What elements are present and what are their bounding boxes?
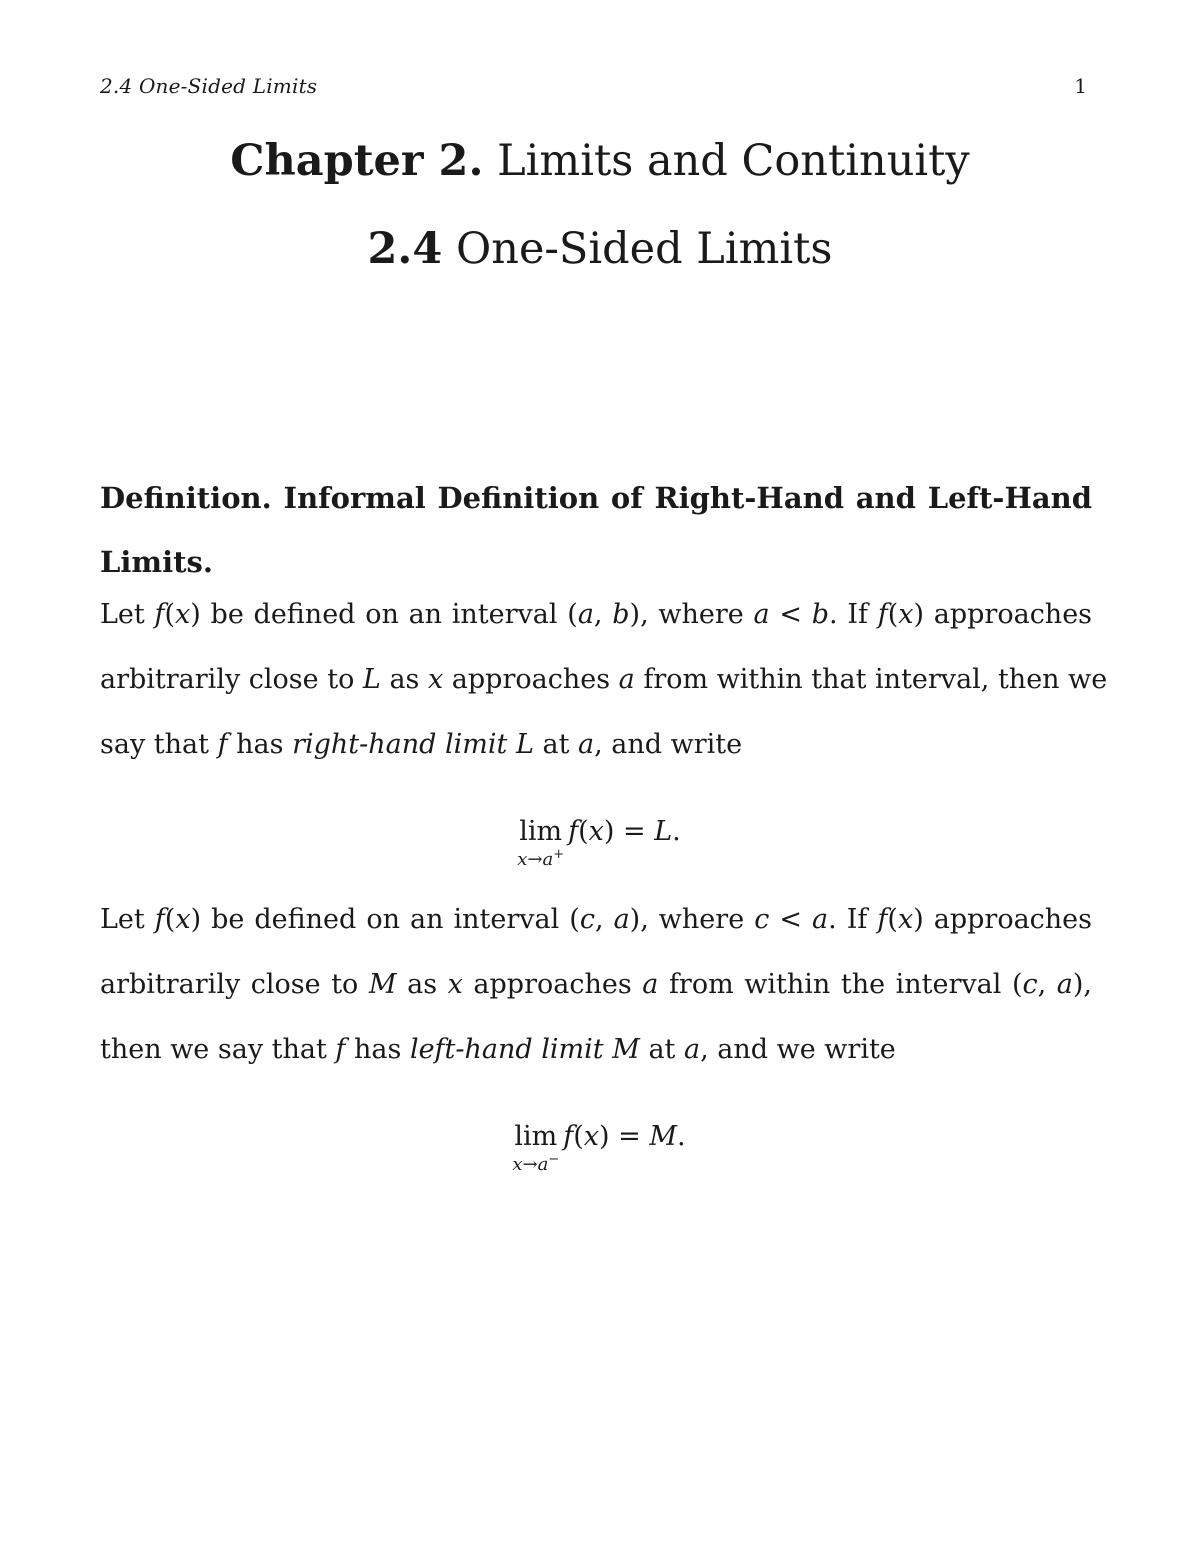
text: say that: [100, 729, 218, 760]
math-var: a: [578, 729, 595, 760]
text: , and we write: [700, 1034, 896, 1065]
equation-right-hand-limit: [0, 816, 1200, 870]
paragraph-line: [100, 712, 1092, 777]
text: then we say that: [100, 1034, 336, 1065]
equation-body: [517, 816, 681, 870]
definition-title-part-2: Limits.: [100, 545, 213, 579]
chapter-label: Chapter 2.: [230, 136, 484, 186]
math-var: a: [577, 599, 594, 630]
math-var: x: [588, 816, 604, 847]
text: ) =: [603, 816, 655, 847]
math-var: c: [579, 904, 595, 935]
math-var: c: [1022, 969, 1038, 1000]
text: ,: [1037, 969, 1057, 1000]
math-var: f: [217, 729, 228, 760]
math-var: a: [684, 1034, 701, 1065]
text: ) be defined on an interval (: [190, 599, 578, 630]
text: , and write: [594, 729, 743, 760]
text: (: [573, 1121, 584, 1152]
paragraph-line: [100, 582, 1092, 647]
math-var: M: [649, 1121, 678, 1152]
emphasis-left-hand-limit: left-hand limit: [409, 1034, 604, 1065]
paragraph-line: [100, 952, 1092, 1017]
paragraph-line: [100, 887, 1092, 952]
text: . If: [829, 599, 878, 630]
running-header-title: 2.4 One-Sided Limits: [100, 74, 318, 98]
definition-label: Definition.: [100, 481, 272, 515]
paragraph-left-hand-limit: [100, 887, 1092, 1082]
math-var: L: [362, 664, 381, 695]
section-number: 2.4: [367, 224, 443, 274]
text: as: [396, 969, 448, 1000]
math-var: f: [154, 904, 165, 935]
definition-heading: [100, 466, 1092, 594]
text: from within the interval (: [658, 969, 1023, 1000]
text: ) be defined on an interval (: [190, 904, 580, 935]
text: ) =: [599, 1121, 650, 1152]
text: arbitrarily close to: [100, 664, 363, 695]
text: arbitrarily close to: [100, 969, 369, 1000]
math-var: f: [335, 1034, 346, 1065]
equation-body: [512, 1121, 686, 1175]
math-var: c: [754, 904, 770, 935]
lim-sub-text: x→a: [512, 1154, 549, 1175]
math-var: f: [877, 599, 888, 630]
lim-sub-sign: −: [548, 1152, 560, 1167]
text: from within that interval, then we: [634, 664, 1108, 695]
section-name: One-Sided Limits: [456, 224, 833, 274]
math-var: x: [427, 664, 444, 695]
text: [604, 1034, 613, 1065]
lim-text: lim: [514, 1121, 558, 1152]
lim-operator: [512, 1121, 560, 1175]
math-var: a: [642, 969, 659, 1000]
lim-subscript: [512, 1153, 559, 1174]
math-var: L: [515, 729, 534, 760]
text: ) approaches: [913, 904, 1093, 935]
emphasis-right-hand-limit: right-hand limit: [292, 729, 508, 760]
text: ,: [593, 599, 613, 630]
lim-text: lim: [519, 816, 563, 847]
text: .: [672, 816, 681, 847]
paragraph-right-hand-limit: [100, 582, 1108, 777]
text: <: [769, 599, 812, 630]
paragraph-line: [100, 647, 1108, 712]
math-var: b: [811, 599, 829, 630]
text: ), where: [629, 904, 755, 935]
math-var: M: [612, 1034, 640, 1065]
text: (: [887, 904, 898, 935]
text: (: [164, 904, 176, 935]
math-var: x: [175, 904, 191, 935]
math-var: L: [654, 816, 673, 847]
math-var: M: [368, 969, 397, 1000]
math-var: f: [568, 816, 579, 847]
text: at: [533, 729, 579, 760]
math-var: x: [583, 1121, 600, 1152]
text: ),: [1072, 969, 1092, 1000]
text: as: [380, 664, 428, 695]
text: approaches: [443, 664, 619, 695]
lim-sub-text: x→a: [517, 849, 554, 870]
equation-left-hand-limit: [0, 1121, 1200, 1175]
math-var: a: [1056, 969, 1073, 1000]
text: ), where: [629, 599, 754, 630]
chapter-title: [0, 136, 1200, 186]
math-var: a: [613, 904, 630, 935]
math-var: x: [897, 904, 914, 935]
text: [507, 729, 516, 760]
math-var: x: [447, 969, 463, 1000]
text: at: [639, 1034, 684, 1065]
math-var: a: [812, 904, 829, 935]
paragraph-line: [100, 1017, 1092, 1082]
page-number: 1: [1074, 74, 1087, 98]
text: Let: [100, 599, 155, 630]
math-var: a: [753, 599, 770, 630]
math-var: x: [175, 599, 191, 630]
text: <: [769, 904, 812, 935]
text: approaches: [462, 969, 643, 1000]
text: (: [164, 599, 176, 630]
chapter-name: Limits and Continuity: [497, 136, 970, 186]
text: ,: [594, 904, 614, 935]
math-var: a: [618, 664, 635, 695]
lim-sub-sign: +: [553, 847, 565, 862]
math-var: b: [612, 599, 630, 630]
lim-operator: [517, 816, 565, 870]
math-var: f: [877, 904, 888, 935]
text: has: [227, 729, 293, 760]
lim-subscript: [517, 848, 564, 869]
definition-title-part-1: Informal Definition of Right-Hand and Left-Hand: [283, 481, 1092, 515]
math-var: x: [898, 599, 914, 630]
text: (: [578, 816, 589, 847]
section-title: [0, 224, 1200, 274]
math-var: f: [154, 599, 165, 630]
text: . If: [828, 904, 878, 935]
text: ) approaches: [913, 599, 1093, 630]
text: has: [345, 1034, 410, 1065]
text: (: [887, 599, 899, 630]
math-var: f: [563, 1121, 574, 1152]
definition-heading-line-1: [100, 466, 1092, 530]
text: .: [677, 1121, 686, 1152]
text: Let: [100, 904, 155, 935]
